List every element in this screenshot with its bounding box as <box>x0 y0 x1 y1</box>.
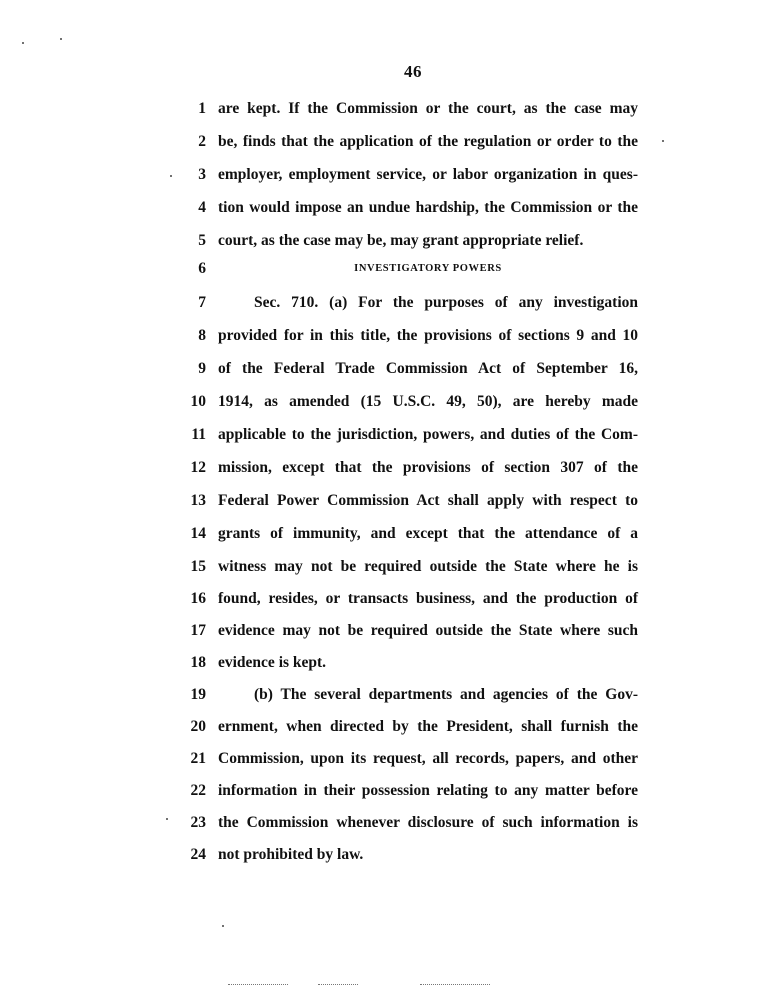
text-line <box>0 651 763 675</box>
line-text: provided for in this title, the provisions of sections 9 and 10 <box>218 327 638 344</box>
line-text: tion would impose an undue hardship, the Commission or the <box>218 199 638 216</box>
line-number: 5 <box>198 232 206 249</box>
line-number: 18 <box>190 654 206 671</box>
line-number: 17 <box>190 622 206 639</box>
line-number: 12 <box>190 459 206 476</box>
text-line <box>0 747 763 771</box>
line-number: 23 <box>190 814 206 831</box>
line-text: evidence may not be required outside the State where such <box>218 622 638 639</box>
text-line <box>0 587 763 611</box>
text-line <box>0 811 763 835</box>
line-number: 6 <box>198 260 206 277</box>
line-text: be, finds that the application of the regulation or order to the <box>218 133 638 150</box>
line-number: 7 <box>198 294 206 311</box>
text-line <box>0 97 763 121</box>
line-number: 21 <box>190 750 206 767</box>
line-text: found, resides, or transacts business, and the production of <box>218 590 638 607</box>
text-line <box>0 522 763 546</box>
text-line <box>0 390 763 414</box>
text-line <box>0 324 763 348</box>
line-number: 4 <box>198 199 206 216</box>
text-line <box>0 163 763 187</box>
line-number: 19 <box>190 686 206 703</box>
text-line <box>0 619 763 643</box>
text-line <box>0 715 763 739</box>
scan-speck <box>222 925 224 927</box>
line-number: 2 <box>198 133 206 150</box>
line-text: evidence is kept. <box>218 654 327 671</box>
line-number: 24 <box>190 846 206 863</box>
line-number: 20 <box>190 718 206 735</box>
scan-speck <box>60 38 62 40</box>
text-line <box>0 683 763 707</box>
scan-speck <box>166 818 168 820</box>
line-text: court, as the case may be, may grant appropriate relief. <box>218 232 584 249</box>
line-text: mission, except that the provisions of section 307 of the <box>218 459 638 476</box>
line-text: are kept. If the Commission or the court, as the case may <box>218 100 638 117</box>
text-line <box>0 257 763 281</box>
scan-artifact <box>228 984 288 986</box>
line-text: ernment, when directed by the President, shall furnish the <box>218 718 638 735</box>
text-line <box>0 291 763 315</box>
text-line <box>0 229 763 253</box>
text-line <box>0 357 763 381</box>
text-line <box>0 196 763 220</box>
line-number: 3 <box>198 166 206 183</box>
page-number: 46 <box>404 62 422 81</box>
text-line <box>0 130 763 154</box>
line-text: Sec. 710. (a) For the purposes of any investigation <box>254 294 638 311</box>
line-number: 14 <box>190 525 206 542</box>
line-text: information in their possession relating to any matter before <box>218 782 638 799</box>
line-number: 13 <box>190 492 206 509</box>
scan-speck <box>170 175 172 177</box>
line-number: 10 <box>190 393 206 410</box>
line-text: applicable to the jurisdiction, powers, and duties of the Com- <box>218 426 638 443</box>
line-text: of the Federal Trade Commission Act of September 16, <box>218 360 638 377</box>
text-line <box>0 456 763 480</box>
line-number: 15 <box>190 558 206 575</box>
scan-speck <box>22 42 24 44</box>
line-text: witness may not be required outside the State where he is <box>218 558 638 575</box>
line-text: 1914, as amended (15 U.S.C. 49, 50), are hereby made <box>218 393 638 410</box>
line-number: 9 <box>198 360 206 377</box>
text-line <box>0 843 763 867</box>
text-line <box>0 779 763 803</box>
line-number: 22 <box>190 782 206 799</box>
text-line <box>0 555 763 579</box>
scan-artifact <box>318 984 358 986</box>
line-number: 8 <box>198 327 206 344</box>
line-text: not prohibited by law. <box>218 846 364 863</box>
section-heading: INVESTIGATORY POWERS <box>354 263 502 274</box>
scan-artifact <box>420 984 490 986</box>
line-text: employer, employment service, or labor organization in ques- <box>218 166 638 183</box>
line-number: 16 <box>190 590 206 607</box>
scan-speck <box>662 140 664 142</box>
line-text: the Commission whenever disclosure of such information is <box>218 814 638 831</box>
line-number: 11 <box>191 426 206 443</box>
line-text: Federal Power Commission Act shall apply with respect to <box>218 492 638 509</box>
line-text: Commission, upon its request, all records, papers, and other <box>218 750 638 767</box>
text-line <box>0 489 763 513</box>
line-text: (b) The several departments and agencies of the Gov- <box>254 686 638 703</box>
text-line <box>0 423 763 447</box>
line-text: grants of immunity, and except that the attendance of a <box>218 525 638 542</box>
line-number: 1 <box>198 100 206 117</box>
